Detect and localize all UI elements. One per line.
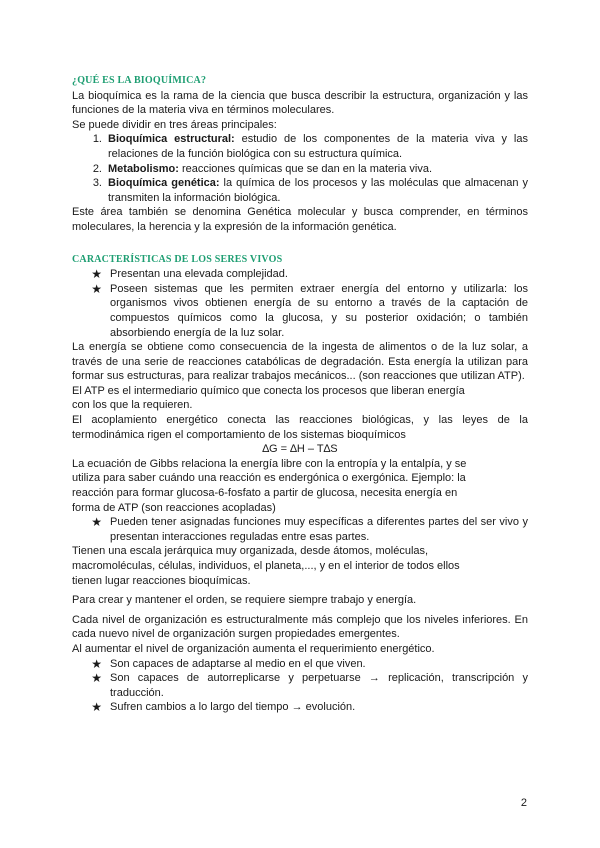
area-description: la química de los procesos y las moléculas que almacenan y transmiten la información biológica. bbox=[108, 177, 529, 204]
section-heading-caracteristicas: CARACTERÍSTICAS DE LOS SERES VIVOS bbox=[72, 253, 283, 265]
closing-paragraph: Este área también se denomina Genética molecular y busca comprender, en términos moleculares, la herencia y la expresión de la información genética. bbox=[72, 206, 528, 233]
list-item bbox=[72, 162, 528, 177]
list-item-text: Son capaces de autorreplicarse y perpetuarse → replicación, transcripción y traducción. bbox=[110, 672, 528, 699]
area-term: Bioquímica genética: bbox=[108, 177, 220, 190]
list-number: 1. bbox=[92, 133, 102, 146]
list-item bbox=[72, 671, 528, 700]
area-description: estudio de los componentes de la materia viva y las relaciones de la función biológica con su estructura química. bbox=[108, 133, 528, 160]
star-icon: ★ bbox=[91, 281, 102, 296]
escala-paragraph: Tienen una escala jerárquica muy organizada, desde átomos, moléculas, macromoléculas, células, individuos, el planeta,..., y en el interior de todos ellos tienen lugar reacciones bioquímicas. bbox=[72, 545, 460, 587]
list-item bbox=[72, 267, 528, 282]
bullet-list-b bbox=[72, 515, 528, 544]
area-term: Bioquímica estructural: bbox=[108, 133, 235, 146]
list-item-text bbox=[108, 162, 528, 177]
star-icon: ★ bbox=[91, 671, 102, 686]
list-item-text: Pueden tener asignadas funciones muy específicas a diferentes partes del ser vivo y presentan interacciones reguladas entre esas partes. bbox=[110, 516, 528, 543]
star-icon: ★ bbox=[91, 656, 102, 671]
list-number: 2. bbox=[92, 162, 102, 175]
page-number: 2 bbox=[520, 797, 527, 809]
star-icon: ★ bbox=[91, 267, 102, 282]
list-item-text: Son capaces de adaptarse al medio en el que viven. bbox=[110, 657, 366, 670]
area-description: reacciones químicas que se dan en la materia viva. bbox=[178, 162, 433, 175]
list-item-text: Poseen sistemas que les permiten extraer energía del entorno y utilizarla: los organismos vivos obtienen energía de su entorno a través de la captación de compuestos químicos como la glucosa, y su posterior oxidación; o también absorbiendo energía de la luz solar. bbox=[110, 282, 528, 339]
section-heading-bioquimica: ¿QUÉ ES LA BIOQUÍMICA? bbox=[72, 75, 207, 86]
list-item bbox=[72, 176, 528, 205]
intro-paragraph: La bioquímica es la rama de la ciencia que busca describir la estructura, organización y las funciones de la materia viva en términos moleculares. bbox=[72, 89, 528, 117]
aumentar-paragraph: Al aumentar el nivel de organización aumenta el requerimiento energético. bbox=[72, 642, 435, 655]
list-item bbox=[72, 657, 528, 672]
list-number: 3. bbox=[92, 177, 102, 190]
energia-paragraph: La energía se obtiene como consecuencia de la ingesta de alimentos o de la luz solar, a través de una serie de reacciones catabólicas de degradación. Esta energía la utilizan para formar sus estructuras, para realizar trabajos mecánicos... (son reacciones que utilizan ATP). bbox=[72, 341, 528, 383]
acoplamiento-paragraph: El acoplamiento energético conecta las reacciones biológicas, y las leyes de la termodinámica rigen el comportamiento de los sistemas bioquímicos bbox=[72, 414, 528, 441]
star-icon: ★ bbox=[91, 700, 102, 715]
areas-list bbox=[72, 132, 528, 205]
list-item-text: Presentan una elevada complejidad. bbox=[110, 268, 288, 281]
nivel-paragraph: Cada nivel de organización es estructuralmente más complejo que los niveles inferiores. En cada nuevo nivel de organización surgen propiedades emergentes. bbox=[72, 613, 528, 641]
bullet-list-c bbox=[72, 657, 528, 715]
atp-paragraph: El ATP es el intermediario químico que conecta los procesos que liberan energía con los que la requieren. bbox=[72, 384, 465, 412]
page-content bbox=[72, 74, 528, 715]
area-term: Metabolismo: bbox=[108, 162, 179, 175]
list-item bbox=[72, 282, 528, 340]
list-item bbox=[72, 700, 528, 715]
list-item-text bbox=[108, 176, 528, 205]
gibbs-paragraph: La ecuación de Gibbs relaciona la energía libre con la entropía y la entalpía, y se utiliza para saber cuándo una reacción es endergónica o exergónica. Ejemplo: la reacción para formar glucosa-6-fosfato a partir de glucosa, necesita energía en forma de ATP (son reacciones acopladas) bbox=[72, 457, 467, 514]
list-item bbox=[72, 515, 528, 544]
divide-paragraph: Se puede dividir en tres áreas principales: bbox=[72, 118, 277, 131]
list-item-text bbox=[108, 132, 528, 161]
star-icon: ★ bbox=[91, 515, 102, 530]
list-item bbox=[72, 132, 528, 161]
list-item-text: Sufren cambios a lo largo del tiempo → evolución. bbox=[110, 701, 356, 714]
orden-paragraph: Para crear y mantener el orden, se requiere siempre trabajo y energía. bbox=[72, 594, 417, 607]
bullet-list-a bbox=[72, 267, 528, 340]
gibbs-equation: ∆G = ∆H – T∆S bbox=[262, 443, 338, 456]
